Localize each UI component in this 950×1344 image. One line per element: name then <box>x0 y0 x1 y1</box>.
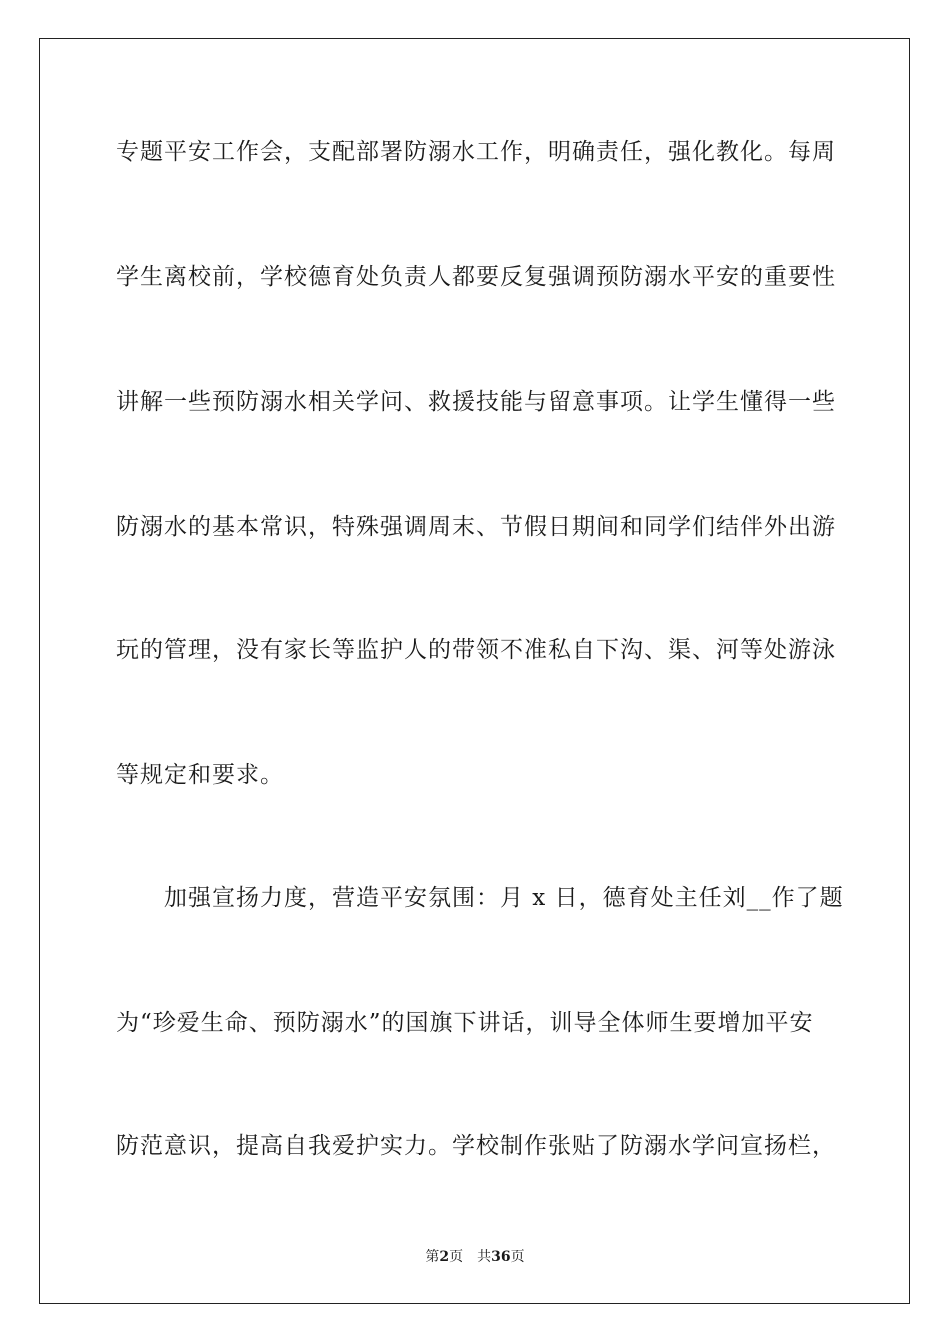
paragraph-line: 玩的管理，没有家长等监护人的带领不准私自下沟、渠、河等处游泳 <box>116 637 836 663</box>
page-suffix: 页 <box>449 1249 464 1265</box>
page-footer <box>0 1247 950 1267</box>
paragraph-line: 防范意识，提高自我爱护实力。学校制作张贴了防溺水学问宣扬栏， <box>116 1133 836 1159</box>
page-prefix: 第 <box>425 1249 440 1265</box>
paragraph-line: 等规定和要求。 <box>116 762 284 788</box>
page-number: 2 <box>439 1249 450 1265</box>
paragraph-line: 加强宣扬力度，营造平安氛围：月 x 日，德育处主任刘__作了题 <box>164 885 844 911</box>
paragraph-line: 为“珍爱生命、预防溺水”的国旗下讲话，训导全体师生要增加平安 <box>116 1010 814 1036</box>
total-suffix: 页 <box>510 1249 525 1265</box>
paragraph-line: 学生离校前，学校德育处负责人都要反复强调预防溺水平安的重要性 <box>116 264 836 290</box>
page-border <box>39 38 910 1304</box>
total-pages: 36 <box>491 1249 511 1265</box>
paragraph-line: 专题平安工作会，支配部署防溺水工作，明确责任，强化教化。每周 <box>116 139 836 165</box>
paragraph-line: 讲解一些预防溺水相关学问、救援技能与留意事项。让学生懂得一些 <box>116 389 836 415</box>
paragraph-line: 防溺水的基本常识，特殊强调周末、节假日期间和同学们结伴外出游 <box>116 514 836 540</box>
total-prefix: 共 <box>477 1249 492 1265</box>
